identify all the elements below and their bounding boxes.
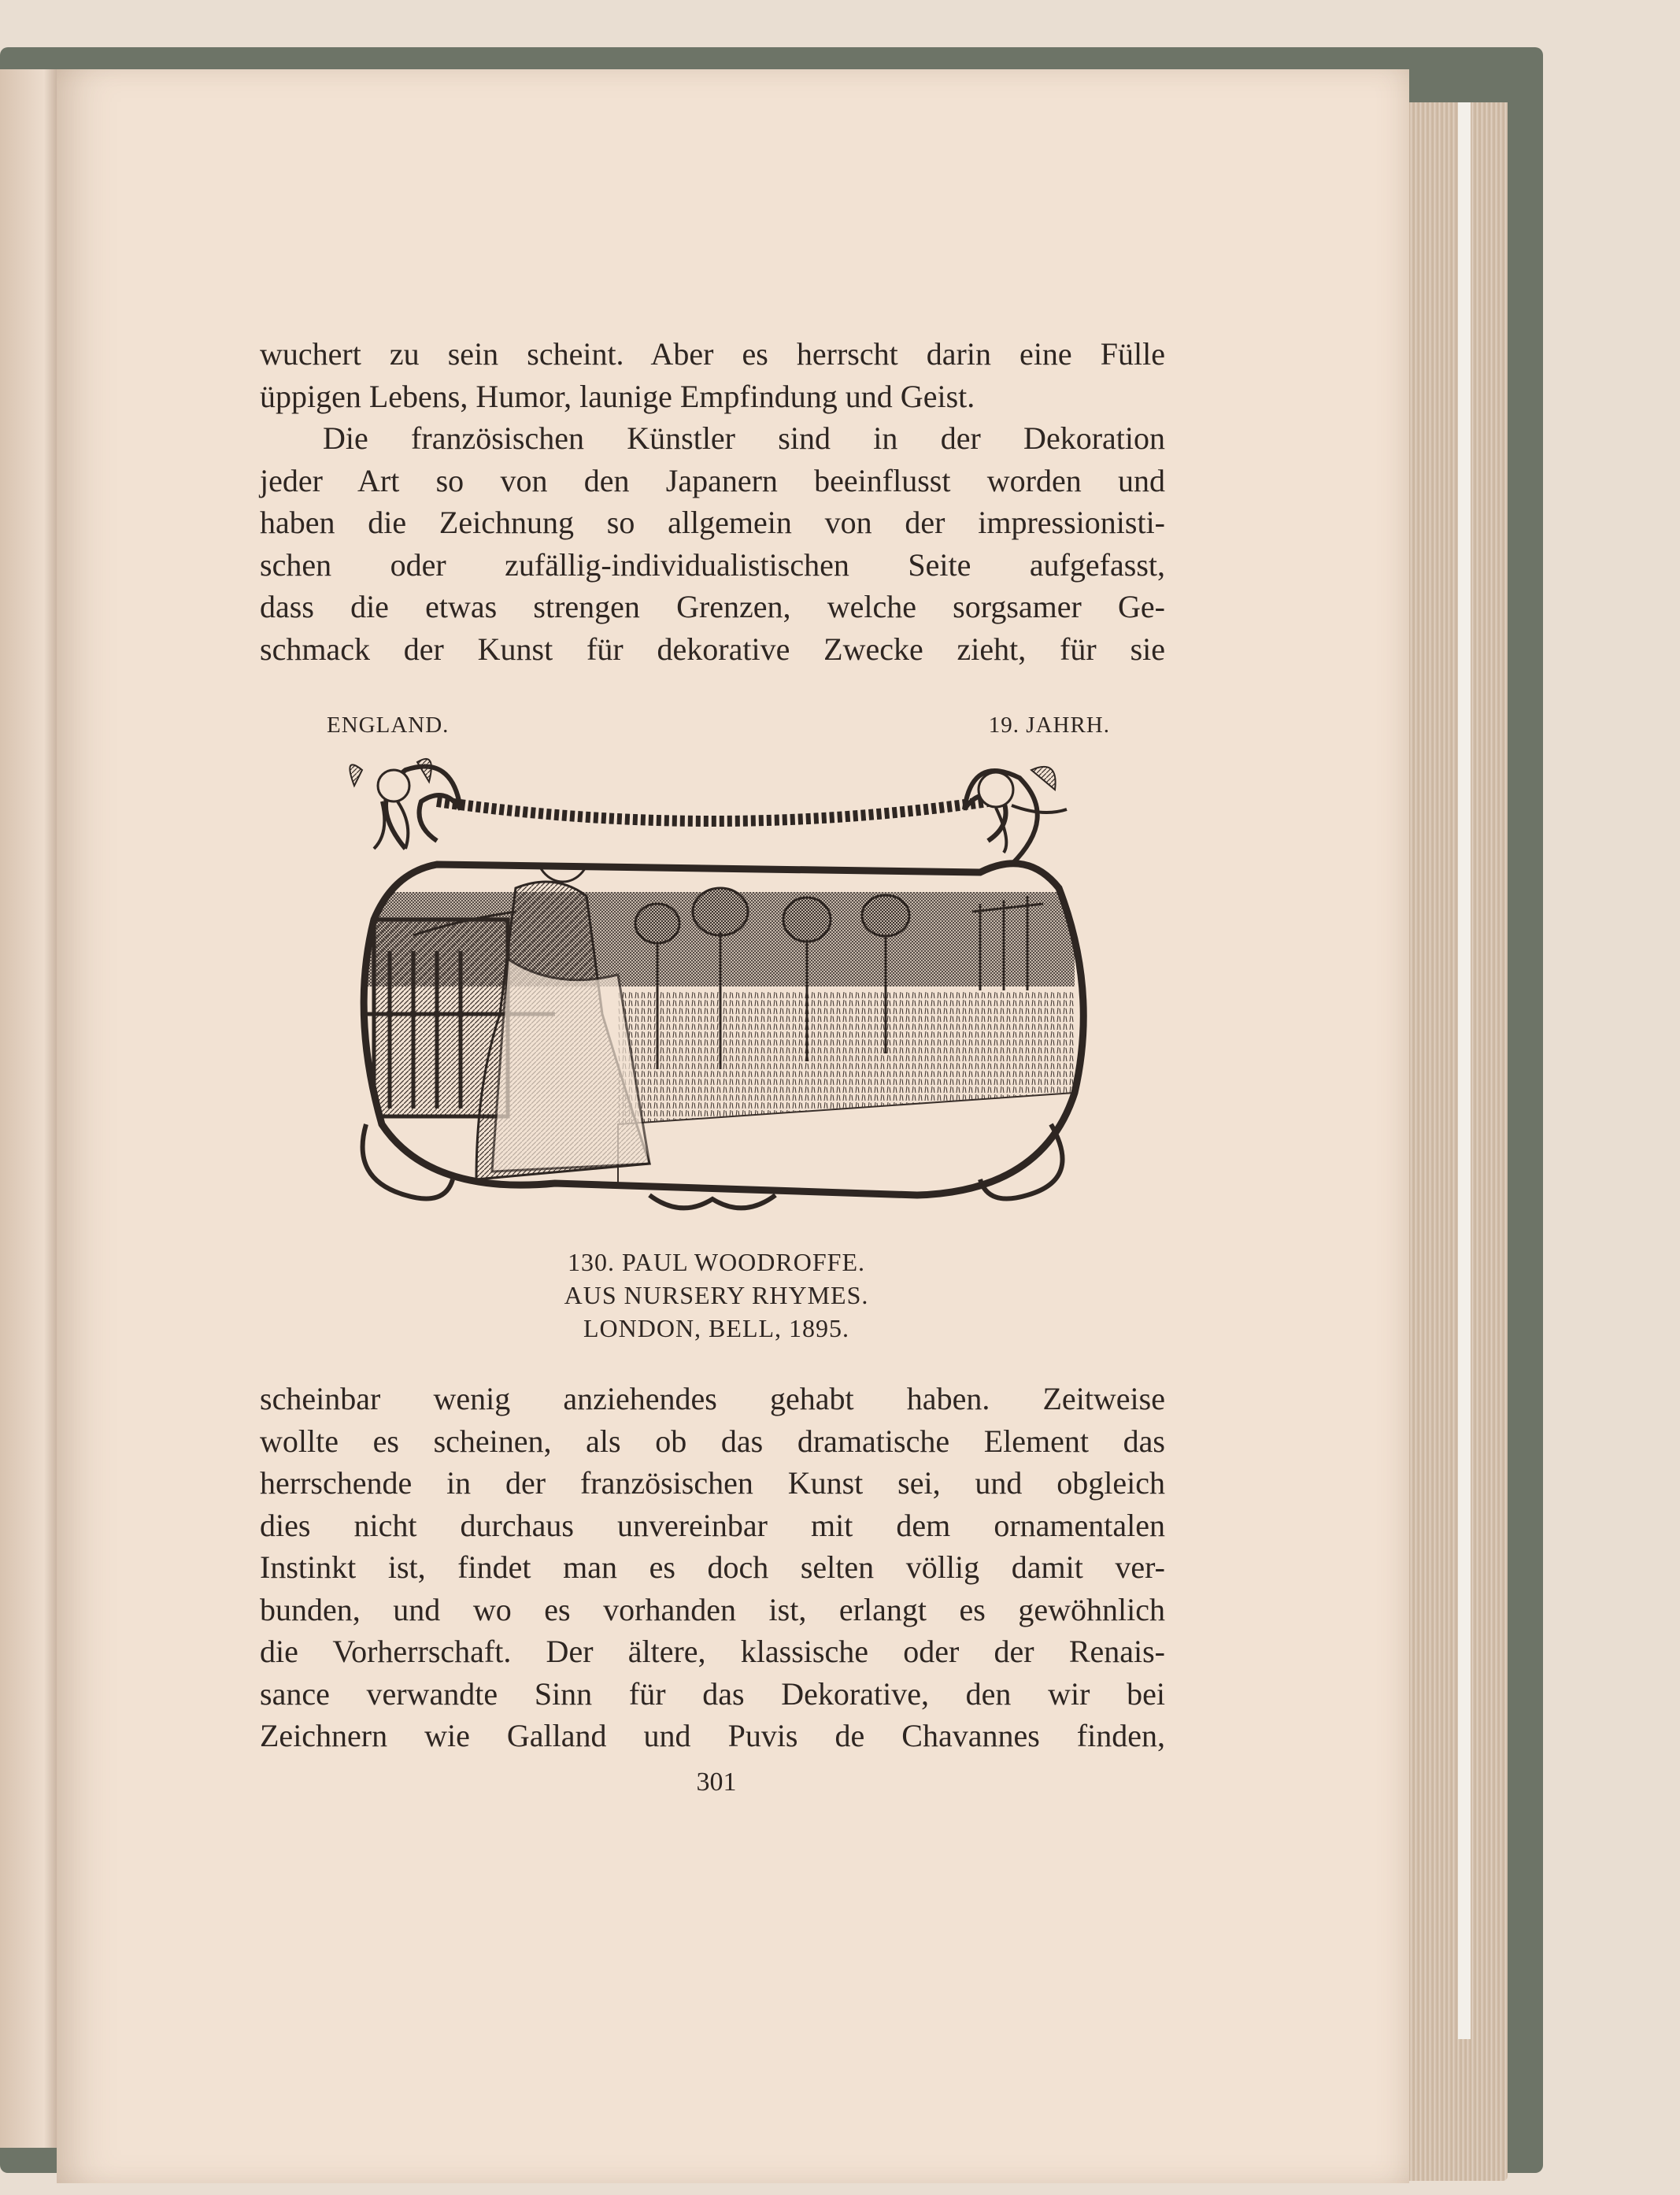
- text-line: wuchert zu sein scheint. Aber es herrscht darin eine Fülle: [260, 336, 1165, 372]
- text-line: Die französischen Künstler sind in der Dekoration: [323, 420, 1165, 456]
- text-line: schen oder zufällig-individualistischen Seite aufgefasst,: [260, 546, 1165, 583]
- text-line: die Vorherrschaft. Der ältere, klassische oder der Renais-: [260, 1634, 1165, 1669]
- page-stack-highlight: [1458, 102, 1471, 2039]
- text-line: scheinbar wenig anziehendes gehabt haben. Zeitweise: [260, 1381, 1165, 1416]
- figure-header-right: 19. JAHRH.: [988, 713, 1110, 738]
- bottom-paragraph: [260, 1378, 1165, 1757]
- top-paragraph: [260, 333, 1165, 670]
- text-line: Zeichnern wie Galland und Puvis de Chavannes finden,: [260, 1718, 1165, 1753]
- text-line: dies nicht durchaus unvereinbar mit dem ornamentalen: [260, 1507, 1165, 1543]
- text-line: üppigen Lebens, Humor, launige Empfindung und Geist.: [260, 378, 975, 414]
- figure-header-left: ENGLAND.: [327, 713, 450, 738]
- text-line: wollte es scheinen, als ob das dramatische Element das: [260, 1423, 1165, 1459]
- woodroffe-garden-illustration: [319, 754, 1110, 1219]
- text-line: schmack der Kunst für dekorative Zwecke zieht, für sie: [260, 631, 1165, 667]
- text-line: herrschende in der französischen Kunst sei, und obgleich: [260, 1465, 1165, 1501]
- caption-line: AUS NURSERY RHYMES.: [564, 1281, 869, 1309]
- text-line: Instinkt ist, findet man es doch selten völlig damit ver-: [260, 1549, 1165, 1585]
- caption-line: LONDON, BELL, 1895.: [583, 1314, 850, 1342]
- text-line: dass die etwas strengen Grenzen, welche sorgsamer Ge-: [260, 589, 1165, 624]
- caption-line: 130. PAUL WOODROFFE.: [568, 1248, 865, 1276]
- page-number: 301: [696, 1767, 737, 1797]
- figure-caption: [441, 1246, 992, 1345]
- left-page-edge: [0, 69, 63, 2148]
- text-line: haben die Zeichnung so allgemein von der impressionisti-: [260, 505, 1165, 540]
- text-line: bunden, und wo es vorhanden ist, erlangt es gewöhnlich: [260, 1591, 1165, 1627]
- page-stack-edge: [1397, 102, 1508, 2181]
- text-line: jeder Art so von den Japanern beeinflusst worden und: [260, 462, 1165, 498]
- text-line: sance verwandte Sinn für das Dekorative, den wir bei: [260, 1675, 1165, 1712]
